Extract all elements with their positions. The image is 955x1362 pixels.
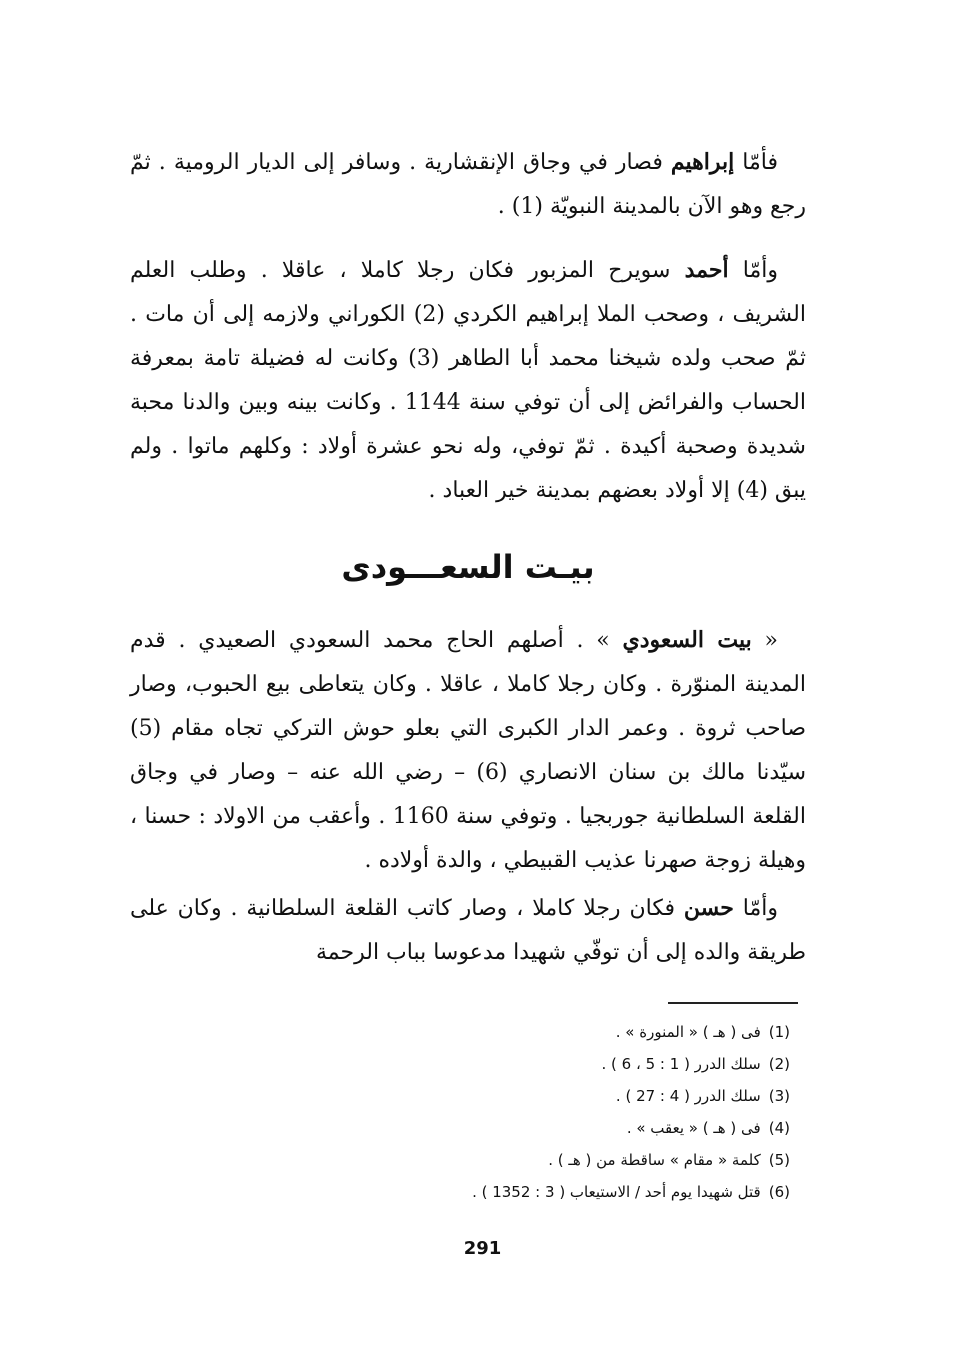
paragraph-bayt-al-saudi: [130, 618, 806, 883]
section-heading: بيـت السعـــودى: [341, 548, 595, 586]
paragraph-ibrahim: [130, 140, 806, 229]
page-number: 291: [463, 1238, 502, 1259]
footnote-number: (6): [768, 1183, 790, 1201]
footnote-number: (2): [768, 1055, 790, 1073]
footnote: [300, 1016, 790, 1048]
footnote: [300, 1144, 790, 1176]
bold-name: بيت السعودي: [622, 627, 752, 653]
footnote-number: (5): [768, 1151, 790, 1169]
paragraph-ahmad: [130, 248, 806, 513]
text-run: فصار في وجاق الإنقشارية . وسافر إلى الديار الرومية . ثمّ رجع وهو الآن بالمدينة النبويّة (1) .: [130, 150, 806, 219]
bold-name: أحمد: [684, 257, 729, 283]
footnotes-list: [300, 1016, 790, 1208]
footnote-text: فى ( هـ ) « يعقب » .: [626, 1119, 761, 1137]
text-run: سويرح المزبور فكان رجلا كاملا ، عاقلا . وطلب العلم الشريف ، وصحب الملا إبراهيم الكردي (2) الكوراني ولازمه إلى أن مات . ثمّ صحب ولده شيخنا محمد أبا الطاهر (3) وكانت له فضيلة تامة بمعرفة الحساب والفرائض إلى أن توفي سنة 1144 . وكانت بينه وبين والدنا محبة شديدة وصحبة أكيدة . ثمّ توفي، وله نحو عشرة أولاد : وكلهم ماتوا . ولم يبق (4) إلا أولاد بعضهم بمدينة خير العباد .: [130, 258, 807, 503]
text-run: فكان رجلا كاملا ، وصار كاتب القلعة السلطانية . وكان على طريقة والده إلى أن توفّي شهيدا مدعوسا بباب الرحمة: [130, 896, 806, 965]
text-run: فأمّا: [734, 150, 778, 175]
footnote-divider: [668, 1002, 798, 1004]
text-run: وأمّا: [728, 258, 778, 283]
footnote-number: (3): [768, 1087, 790, 1105]
footnote-text: قتل شهيدا يوم أحد / الاستيعاب ( 3 : 1352 ) .: [472, 1183, 761, 1201]
footnote-text: فى ( هـ ) « المنورة » .: [615, 1023, 761, 1041]
footnote: [300, 1112, 790, 1144]
text-run: وأمّا: [733, 896, 779, 921]
footnote-text: كلمة « مقام » ساقطة من ( هـ ) .: [548, 1151, 761, 1169]
text-run: «: [751, 628, 779, 653]
text-run: » . أصلهم الحاج محمد السعودي الصعيدي . قدم المدينة المنوّرة . وكان رجلا كاملا ، عاقلا . وكان يتعاطى بيع الحبوب، وصار صاحب ثروة . وعمر الدار الكبرى التي بعلو حوش التركي تجاه مقام (5) سيّدنا مالك بن سنان الانصاري (6) – رضي الله عنه – وصار في وجاق القلعة السلطانية جوربجيا . وتوفي سنة 1160 . وأعقب من الاولاد : حسنا ، وهيلة زوجة صهرنا عذيب القبيطي ، والدة أولاده .: [130, 628, 807, 873]
bold-name: حسن: [683, 895, 734, 921]
footnote: [300, 1048, 790, 1080]
footnote: [300, 1080, 790, 1112]
footnote: [300, 1176, 790, 1208]
footnote-number: (4): [768, 1119, 790, 1137]
paragraph-hasan: [130, 886, 806, 975]
bold-name: إبراهيم: [670, 149, 735, 175]
footnote-text: سلك الدرر ( 4 : 27 ) .: [615, 1087, 761, 1105]
footnote-text: سلك الدرر ( 1 : 5 ، 6 ) .: [601, 1055, 761, 1073]
footnote-number: (1): [768, 1023, 790, 1041]
